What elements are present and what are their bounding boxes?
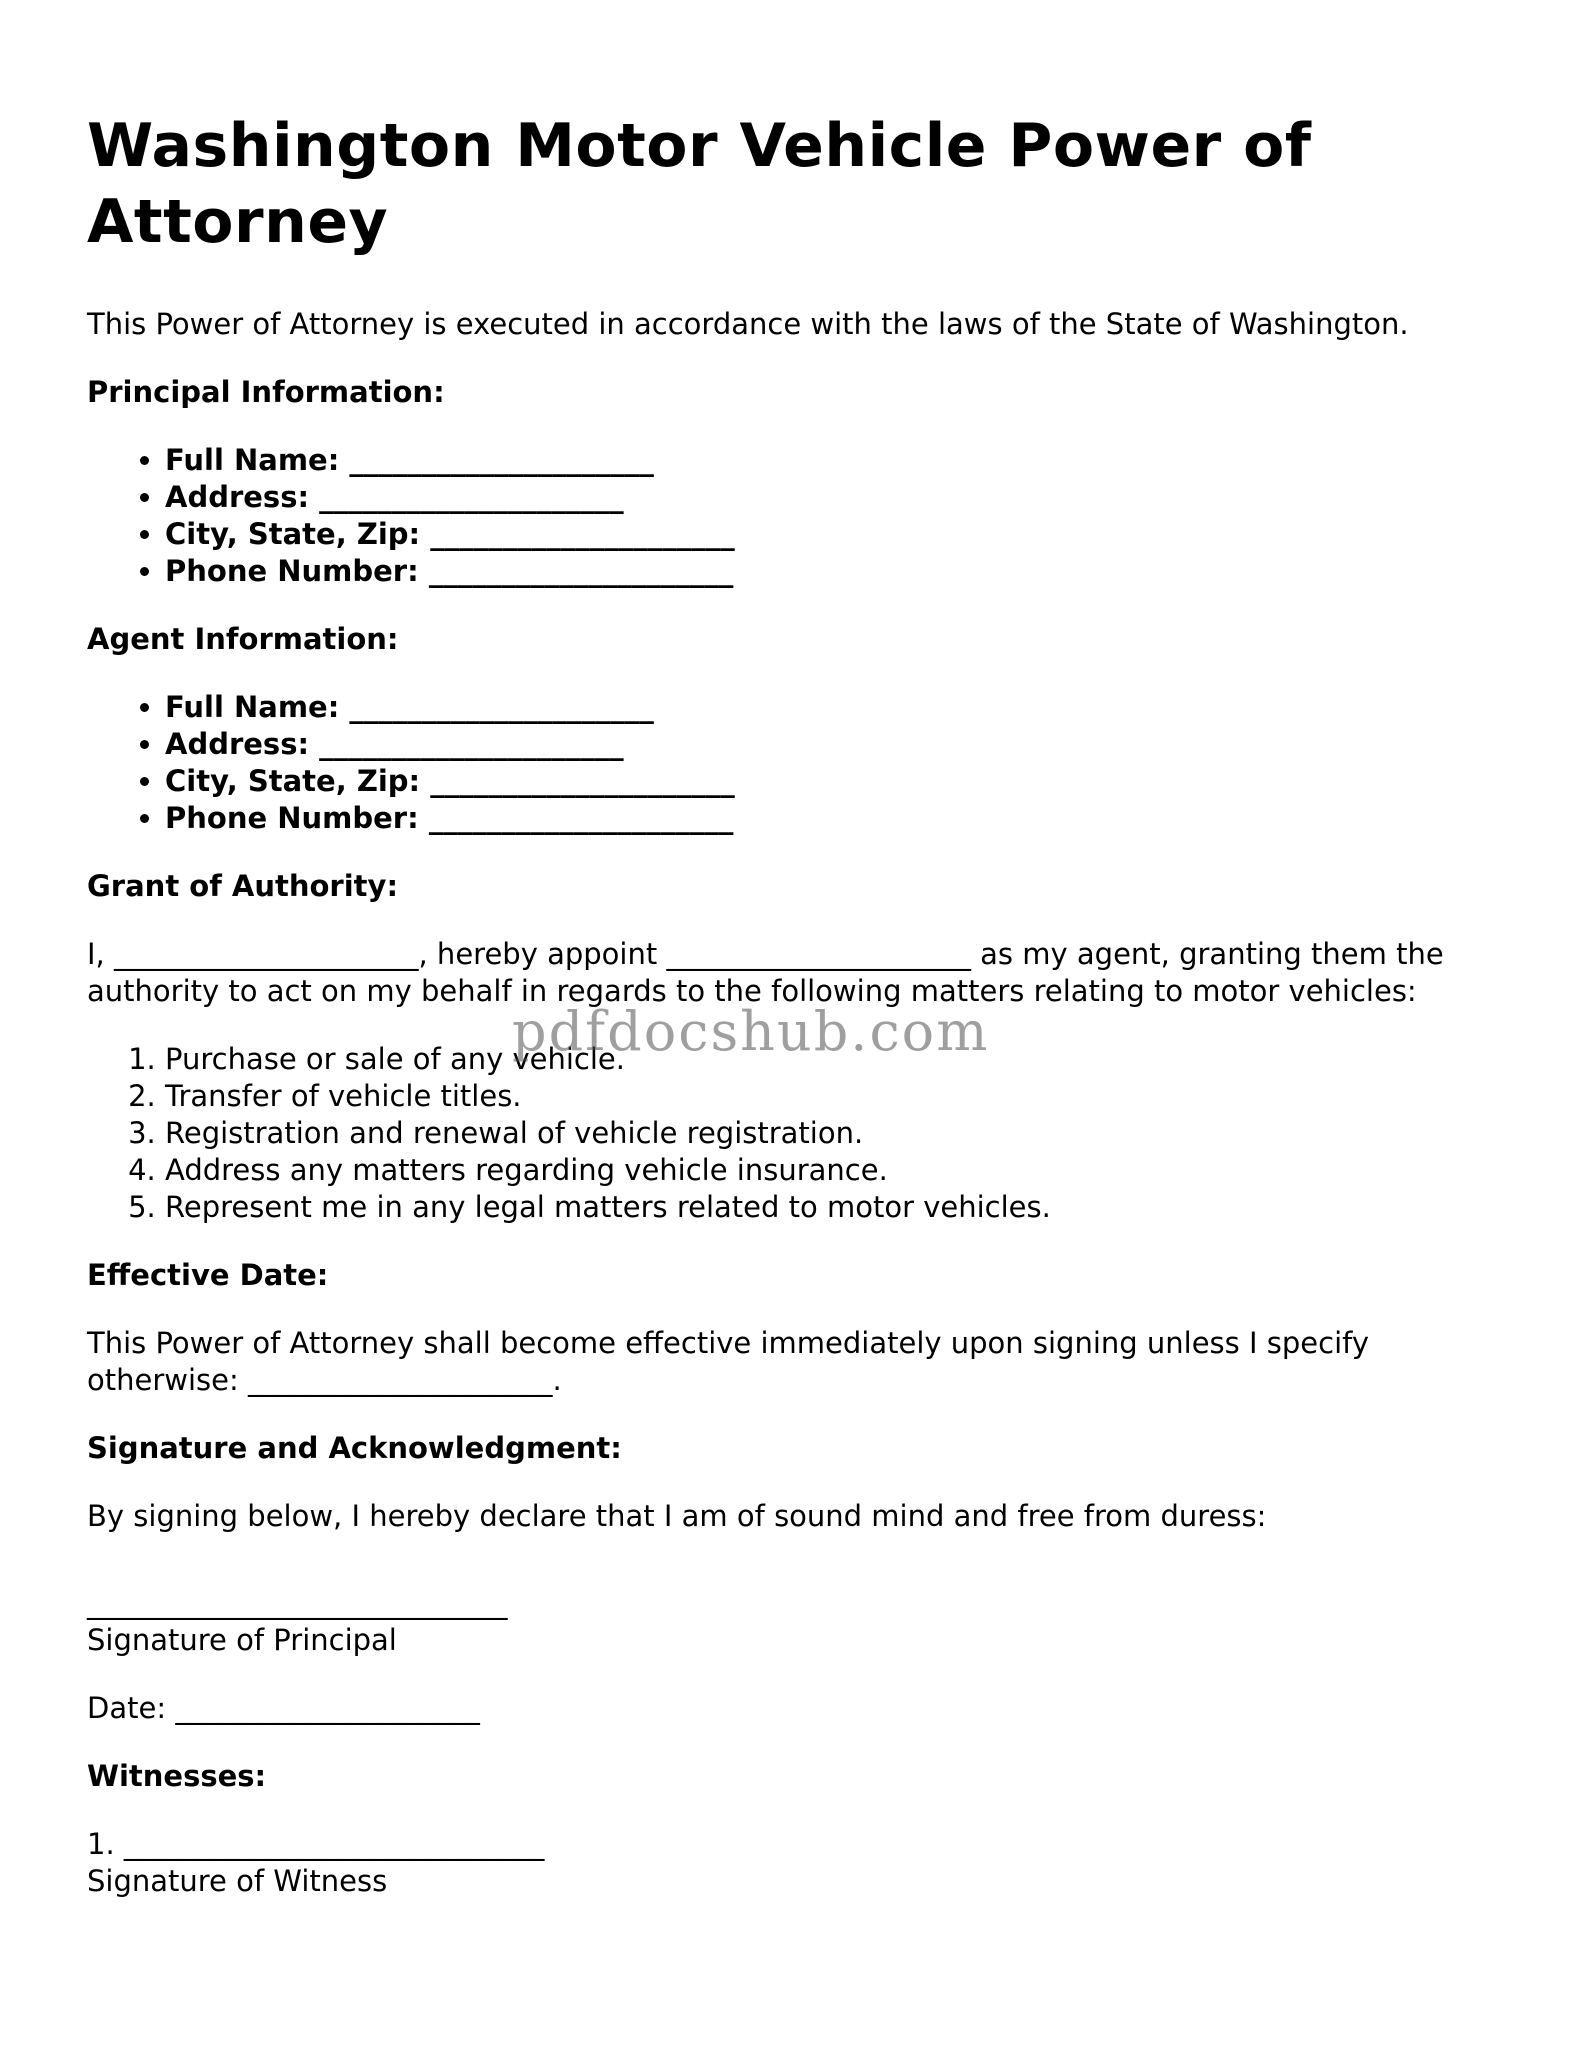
fill-blank: _____________________ bbox=[247, 1363, 553, 1397]
document-title: Washington Motor Vehicle Power of Attorney bbox=[87, 111, 1312, 257]
date-line bbox=[87, 1690, 1507, 1727]
fill-blank: _____________________ bbox=[349, 690, 654, 724]
fill-blank: _____________________ bbox=[666, 937, 971, 971]
agent-address-field bbox=[165, 726, 1507, 763]
intro-paragraph: This Power of Attorney is executed in accordance with the laws of the State of Washington. bbox=[87, 307, 1409, 341]
witness-signature bbox=[87, 1826, 1507, 1900]
grant-text: I, bbox=[87, 937, 114, 971]
fill-blank: _____________________ bbox=[428, 554, 734, 588]
list-item: 1. Purchase or sale of any vehicle. bbox=[165, 1041, 1507, 1078]
agent-heading: Agent Information: bbox=[87, 622, 399, 656]
agent-fields bbox=[87, 689, 1507, 837]
field-label: City, State, Zip: bbox=[165, 517, 421, 551]
principal-city-field bbox=[165, 516, 1507, 553]
field-label: Address: bbox=[165, 480, 310, 514]
fill-blank: _____________________ bbox=[428, 801, 734, 835]
watermark: pdfdocshub.com bbox=[512, 1000, 990, 1063]
effective-heading: Effective Date: bbox=[87, 1258, 329, 1292]
grant-text: , hereby appoint bbox=[418, 937, 667, 971]
fill-blank: _____________________ bbox=[319, 727, 624, 761]
fill-blank: _____________________ bbox=[349, 443, 654, 477]
principal-signature-block bbox=[87, 1585, 1507, 1727]
witnesses-heading: Witnesses: bbox=[87, 1759, 267, 1793]
grant-heading: Grant of Authority: bbox=[87, 869, 399, 903]
field-label: Full Name: bbox=[165, 443, 340, 477]
list-item: 3. Registration and renewal of vehicle registration. bbox=[165, 1115, 1507, 1152]
fill-blank: _____________________ bbox=[430, 764, 735, 798]
principal-signature bbox=[87, 1585, 1507, 1659]
field-label: Phone Number: bbox=[165, 554, 419, 588]
effective-paragraph bbox=[87, 1325, 1507, 1399]
date-label: Date: bbox=[87, 1691, 176, 1725]
fill-blank: _____________________ bbox=[319, 480, 624, 514]
effective-end: . bbox=[552, 1363, 562, 1397]
effective-text: This Power of Attorney shall become effective immediately upon signing unless I specify otherwise: bbox=[87, 1326, 1369, 1397]
agent-city-field bbox=[165, 763, 1507, 800]
signature-line: _____________________________ bbox=[123, 1827, 545, 1861]
grant-text: as my agent, granting them the authority to act on my behalf in regards to the following matters relating to motor vehicles: bbox=[87, 937, 1444, 1008]
list-item: 2. Transfer of vehicle titles. bbox=[165, 1078, 1507, 1115]
principal-address-field bbox=[165, 479, 1507, 516]
signature-declaration: By signing below, I hereby declare that I am of sound mind and free from duress: bbox=[87, 1499, 1267, 1533]
agent-full-name-field bbox=[165, 689, 1507, 726]
principal-full-name-field bbox=[165, 442, 1507, 479]
signature-label: Signature of Principal bbox=[87, 1623, 397, 1657]
field-label: Address: bbox=[165, 727, 310, 761]
fill-blank: _____________________ bbox=[430, 517, 735, 551]
signature-heading: Signature and Acknowledgment: bbox=[87, 1431, 622, 1465]
document-page bbox=[87, 108, 1507, 1931]
fill-blank: _____________________ bbox=[175, 1691, 480, 1725]
principal-phone-field bbox=[165, 553, 1507, 590]
field-label: City, State, Zip: bbox=[165, 764, 421, 798]
witness-number: 1. bbox=[87, 1827, 124, 1861]
signature-line: _____________________________ bbox=[87, 1586, 508, 1620]
grant-paragraph bbox=[87, 936, 1507, 1010]
agent-phone-field bbox=[165, 800, 1507, 837]
fill-blank: _____________________ bbox=[114, 937, 419, 971]
principal-heading: Principal Information: bbox=[87, 375, 445, 409]
authority-list bbox=[87, 1041, 1507, 1226]
list-item: 4. Address any matters regarding vehicle insurance. bbox=[165, 1152, 1507, 1189]
field-label: Phone Number: bbox=[165, 801, 419, 835]
field-label: Full Name: bbox=[165, 690, 340, 724]
principal-fields bbox=[87, 442, 1507, 590]
witness-label: Signature of Witness bbox=[87, 1864, 388, 1898]
list-item: 5. Represent me in any legal matters related to motor vehicles. bbox=[165, 1189, 1507, 1226]
